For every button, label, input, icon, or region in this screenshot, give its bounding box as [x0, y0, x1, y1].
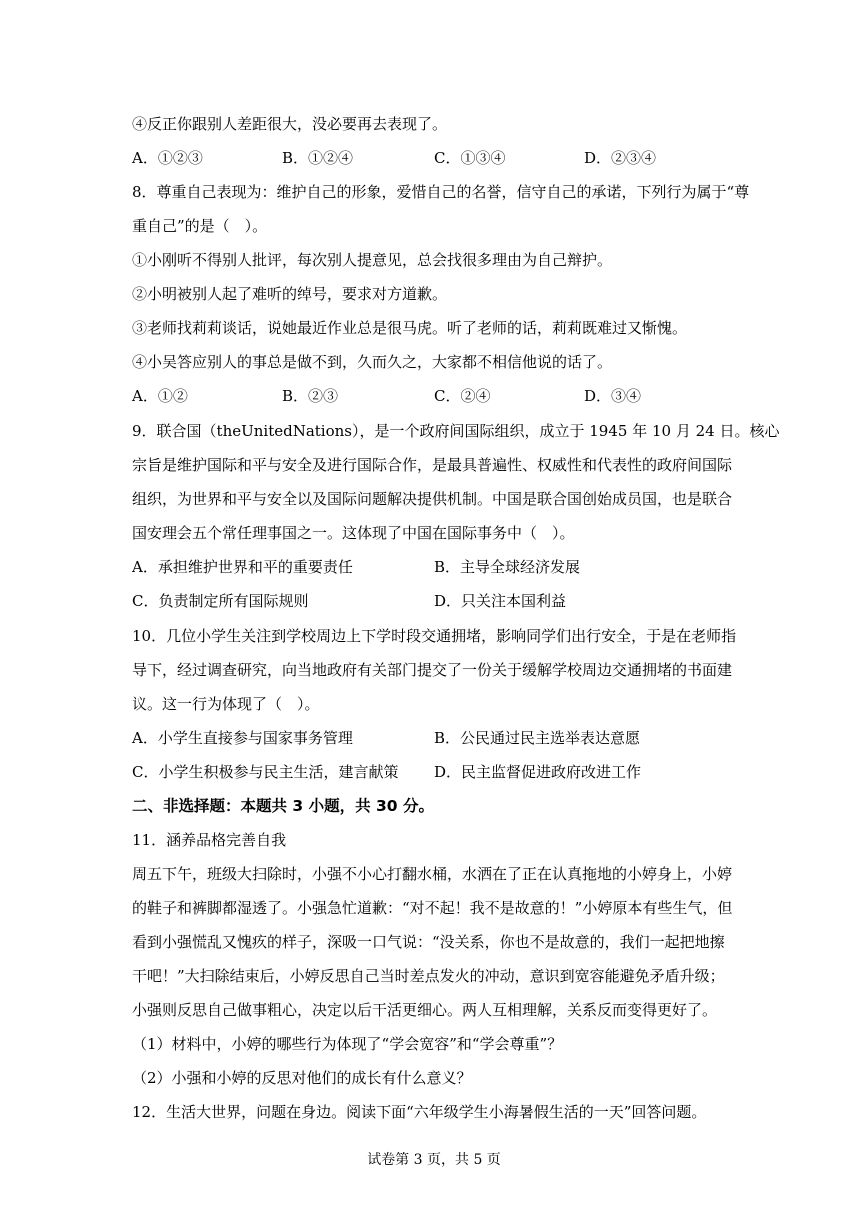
q11-material-line-1: 周五下午，班级大扫除时，小强不小心打翻水桶，水洒在了正在认真拖地的小婷身上，小婷 [132, 865, 733, 883]
q7-option-b: B．①②④ [282, 149, 354, 167]
q8-stem-line-2: 重自己”的是（ ）。 [132, 217, 268, 235]
q9-option-b: B．主导全球经济发展 [434, 558, 581, 576]
q9-options-row-1 [132, 556, 732, 578]
q10-option-c: C．小学生积极参与民主生活，建言献策 [132, 763, 399, 781]
q11-sub-question-2: （2）小强和小婷的反思对他们的成长有什么意义？ [132, 1069, 472, 1087]
q9-option-d: D．只关注本国利益 [434, 592, 567, 610]
q9-stem-line-1: 9．联合国（theUnitedNations），是一个政府间国际组织，成立于 1945 年 10 月 24 日。核心 [132, 422, 780, 440]
q10-stem-line-3: 议。这一行为体现了（ ）。 [132, 695, 320, 713]
q7-option-a: A．①②③ [132, 149, 203, 167]
q9-stem-line-3: 组织，为世界和平与安全以及国际问题解决提供机制。中国是联合国创始成员国，也是联合 [132, 490, 733, 508]
q8-option-a: A．①② [132, 387, 188, 405]
q7-options [132, 147, 732, 169]
q7-option-c: C．①③④ [434, 149, 506, 167]
section-2-heading: 二、非选择题：本题共 3 小题，共 30 分。 [132, 797, 434, 815]
q8-options [132, 385, 732, 407]
q7-item-4: ④反正你跟别人差距很大，没必要再去表现了。 [132, 115, 448, 133]
q11-material-line-4: 干吧！”大扫除结束后，小婷反思自己当时差点发火的冲动，意识到宽容能避免矛盾升级； [132, 967, 725, 985]
q12-stem: 12．生活大世界，问题在身边。阅读下面“六年级学生小海暑假生活的一天”回答问题。 [132, 1103, 707, 1121]
q10-option-d: D．民主监督促进政府改进工作 [434, 763, 642, 781]
q9-option-a: A．承担维护世界和平的重要责任 [132, 558, 353, 576]
q10-stem-line-2: 导下，经过调查研究，向当地政府有关部门提交了一份关于缓解学校周边交通拥堵的书面建 [132, 661, 733, 679]
q11-material-line-3: 看到小强慌乱又愧疚的样子，深吸一口气说：“没关系，你也不是故意的，我们一起把地擦 [132, 933, 725, 951]
q11-material-line-2: 的鞋子和裤脚都湿透了。小强急忙道歉：“对不起！我不是故意的！”小婷原本有些生气，但 [132, 899, 733, 917]
q9-option-c: C．负责制定所有国际规则 [132, 592, 309, 610]
page-footer: 试卷第 3 页，共 5 页 [367, 1152, 501, 1168]
q8-item-4: ④小吴答应别人的事总是做不到，久而久之，大家都不相信他说的话了。 [132, 353, 613, 371]
q8-item-1: ①小刚听不得别人批评，每次别人提意见，总会找很多理由为自己辩护。 [132, 251, 613, 269]
q11-material-line-5: 小强则反思自己做事粗心，决定以后干活更细心。两人互相理解，关系反而变得更好了。 [132, 1001, 718, 1019]
q8-item-3: ③老师找莉莉谈话，说她最近作业总是很马虎。听了老师的话，莉莉既难过又惭愧。 [132, 319, 688, 337]
q7-option-d: D．②③④ [584, 149, 657, 167]
q10-option-a: A．小学生直接参与国家事务管理 [132, 729, 353, 747]
q8-option-d: D．③④ [584, 387, 642, 405]
q9-stem-line-4: 国安理会五个常任理事国之一。这体现了中国在国际事务中（ ）。 [132, 524, 575, 542]
q10-stem-line-1: 10．几位小学生关注到学校周边上下学时段交通拥堵，影响同学们出行安全，于是在老师指 [132, 627, 737, 645]
q8-option-c: C．②④ [434, 387, 491, 405]
q9-options-row-2 [132, 590, 732, 612]
q11-title: 11．涵养品格完善自我 [132, 831, 287, 849]
q10-options-row-1 [132, 727, 732, 749]
q10-options-row-2 [132, 761, 732, 783]
q8-stem-line-1: 8．尊重自己表现为：维护自己的形象，爱惜自己的名誉，信守自己的承诺，下列行为属于“尊 [132, 183, 750, 201]
q11-sub-question-1: （1）材料中，小婷的哪些行为体现了“学会宽容”和“学会尊重”？ [132, 1035, 563, 1053]
q9-stem-line-2: 宗旨是维护国际和平与安全及进行国际合作，是最具普遍性、权威性和代表性的政府间国际 [132, 456, 733, 474]
q10-option-b: B．公民通过民主选举表达意愿 [434, 729, 641, 747]
q8-option-b: B．②③ [282, 387, 339, 405]
q8-item-2: ②小明被别人起了难听的绰号，要求对方道歉。 [132, 285, 448, 303]
